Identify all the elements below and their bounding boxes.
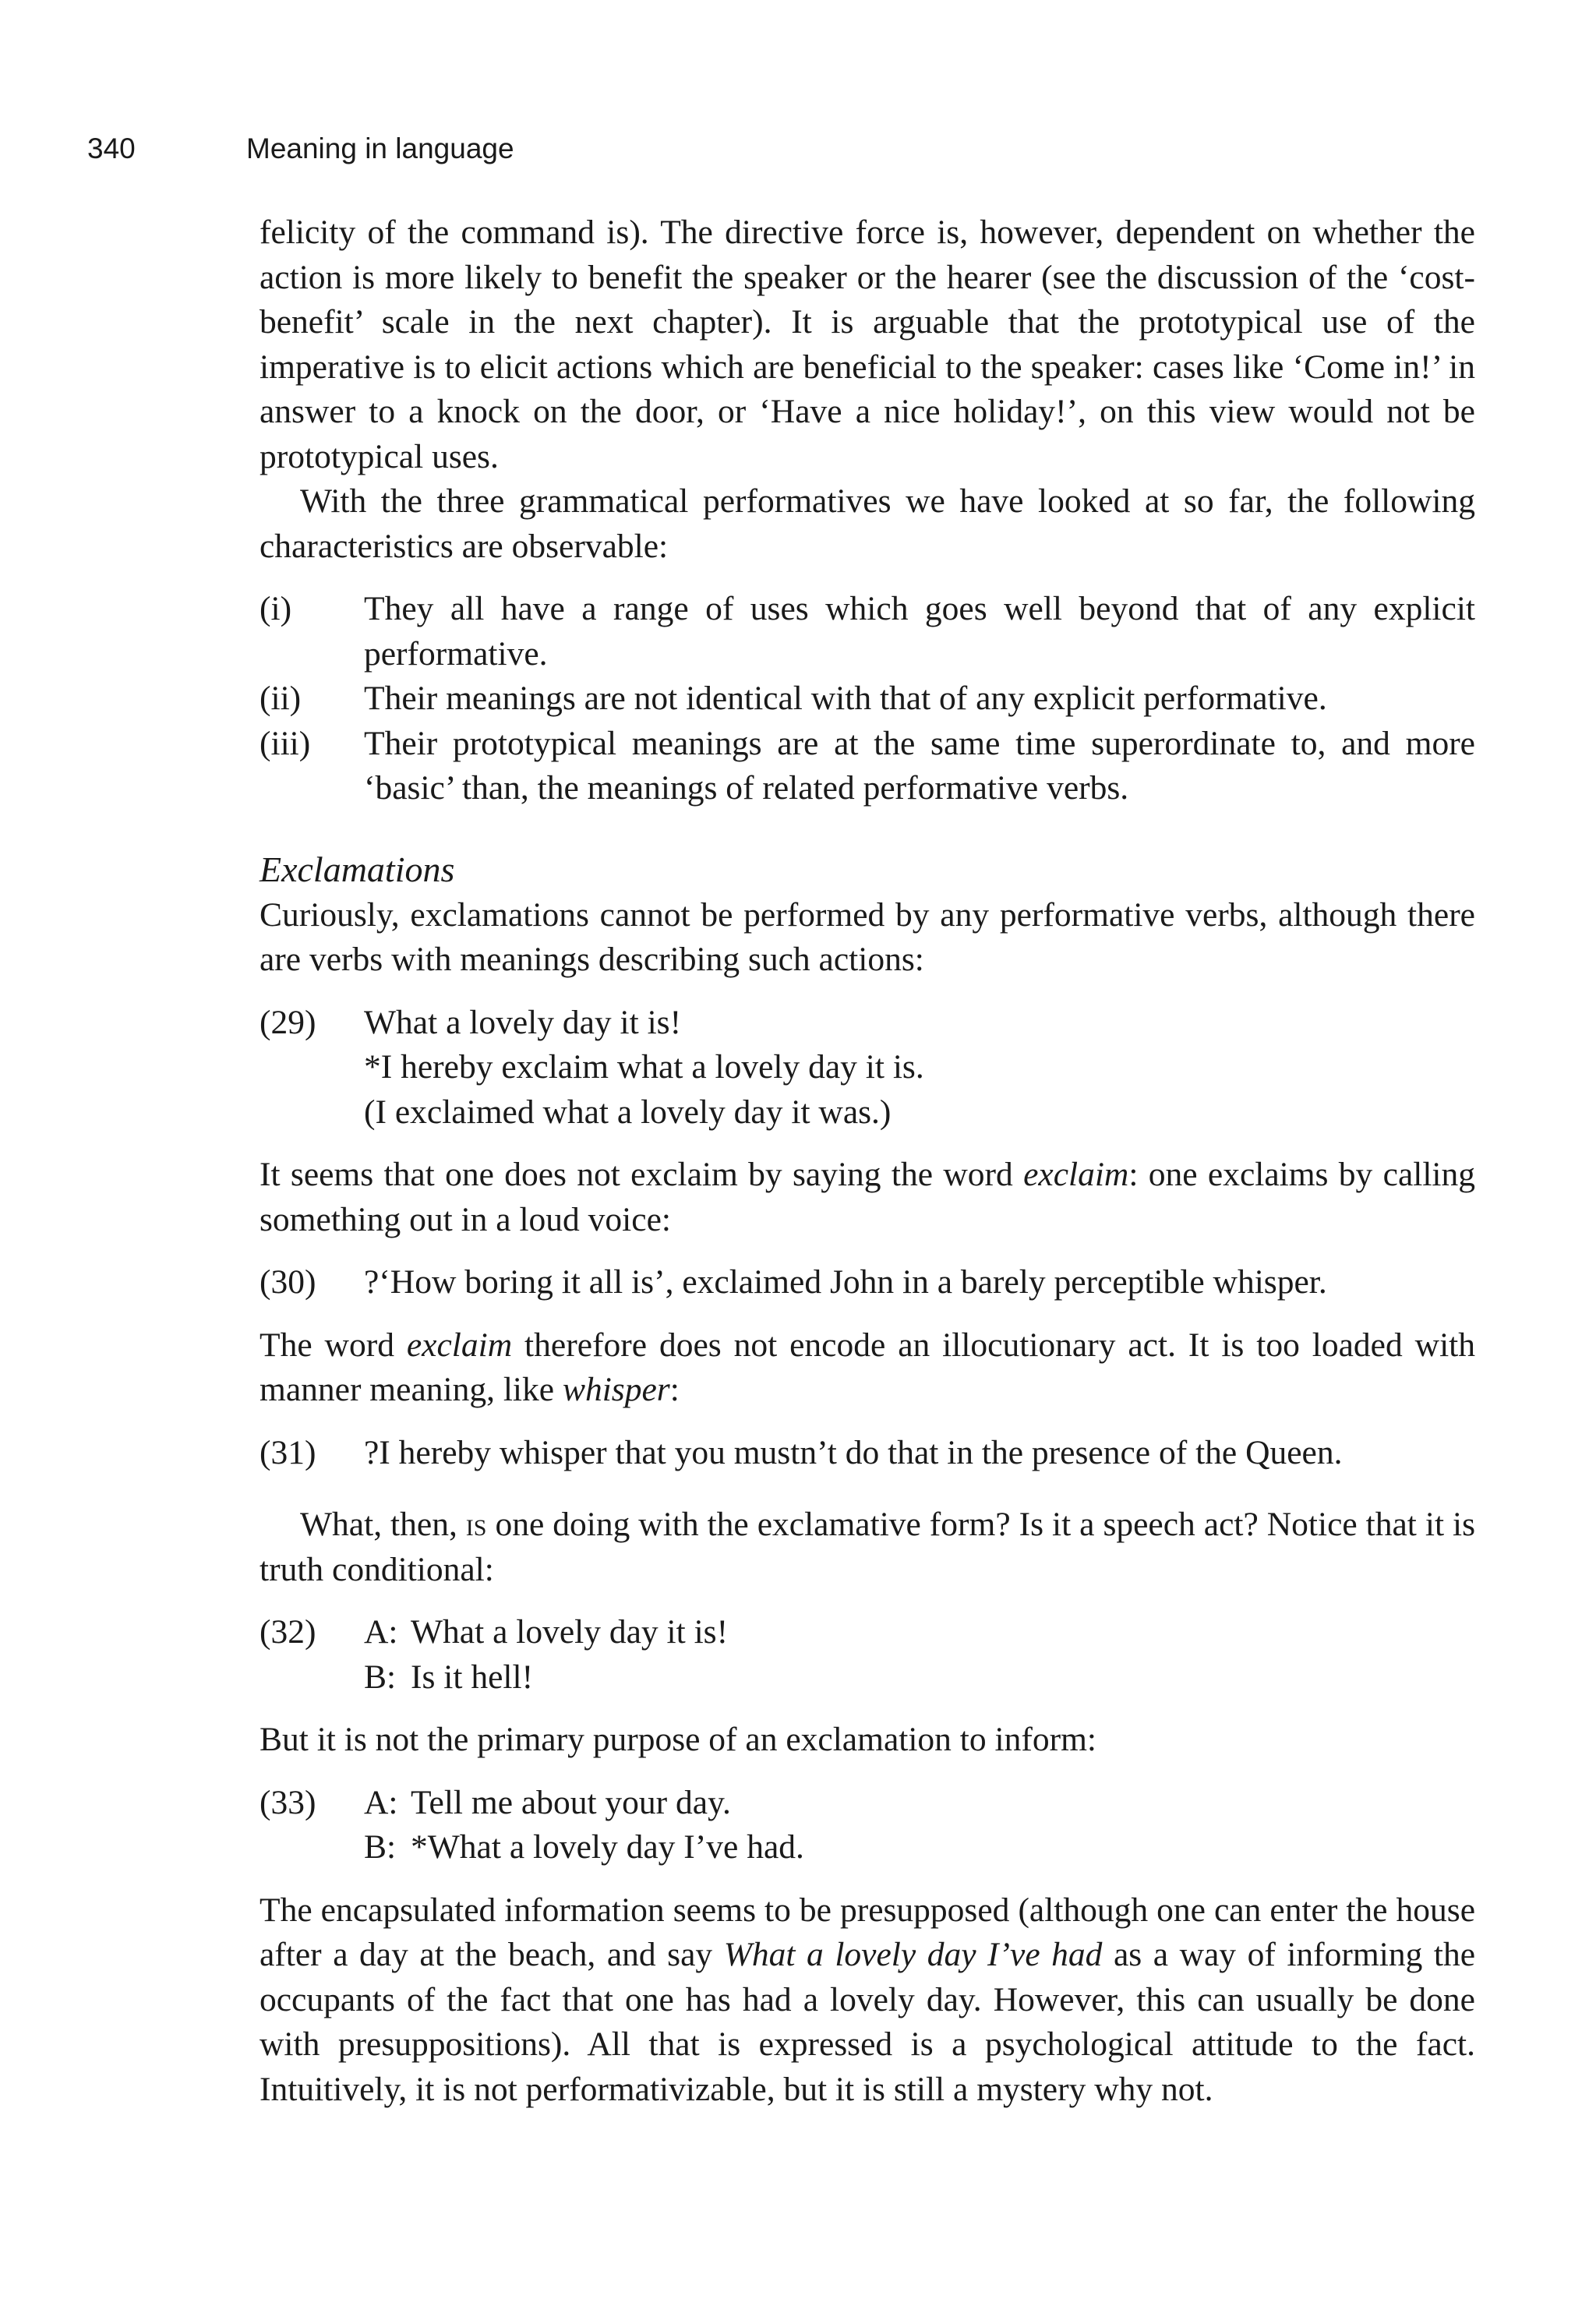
example-number: (33)	[260, 1783, 316, 1821]
dialogue-text: Is it hell!	[411, 1658, 534, 1696]
dialogue-text: What a lovely day it is!	[411, 1613, 729, 1651]
list-item-label: (ii)	[260, 680, 302, 717]
example-line: *I hereby exclaim what a lovely day it is.	[364, 1048, 924, 1086]
speaker-label: A:	[364, 1783, 398, 1821]
list-item-text: They all have a range of uses which goes well beyond that of any explicit performative.	[364, 590, 1475, 673]
example-line: ?‘How boring it all is’, exclaimed John in a barely perceptible whisper.	[364, 1263, 1327, 1301]
list-item-label: (iii)	[260, 724, 311, 762]
example-line: (I exclaimed what a lovely day it was.)	[364, 1093, 892, 1131]
speaker-label: B:	[364, 1658, 397, 1696]
list-item	[260, 676, 1475, 722]
list-item	[260, 722, 1475, 811]
term-exclaim: exclaim	[406, 1326, 513, 1364]
example-29	[260, 1001, 1475, 1135]
example-number: (32)	[260, 1613, 316, 1651]
term-whisper: whisper	[562, 1371, 670, 1408]
dialogue-turn	[364, 1610, 1475, 1655]
list-item	[260, 587, 1475, 676]
running-header	[87, 131, 514, 167]
example-number: (31)	[260, 1433, 316, 1471]
example-number: (29)	[260, 1003, 316, 1041]
list-item-text: Their prototypical meanings are at the same time superordinate to, and more ‘basic’ than, the meanings of related performative verbs.	[364, 724, 1475, 807]
dialogue-text: Tell me about your day.	[411, 1783, 731, 1821]
example-30	[260, 1260, 1475, 1305]
example-number: (30)	[260, 1263, 316, 1301]
dialogue-turn	[364, 1781, 1475, 1826]
example-31	[260, 1431, 1475, 1476]
paragraph-3: Curiously, exclamations cannot be performed by any performative verbs, although there are verbs with meanings describing such actions:	[260, 895, 1475, 978]
characteristics-list	[260, 587, 1475, 811]
speaker-label: B:	[364, 1828, 397, 1866]
emphasis-is: is	[465, 1506, 487, 1543]
term-exclaim: exclaim	[1023, 1156, 1129, 1193]
page-body	[260, 210, 1475, 2112]
paragraph-8: The encapsulated information seems to be presupposed (although one can enter the house after a day at the beach, and say What a lovely day I’ve had as a way of informing the occupants of the fact that one has had a lovely day. However, this can usually be done with presuppositions). All that is expressed is a psychological attitude to the fact. Intuitively, it is not performativizable, but it is still a mystery why not.	[260, 1891, 1475, 2108]
paragraph-1: felicity of the command is). The directive force is, however, dependent on whether the action is more likely to benefit the speaker or the hearer (see the discussion of the ‘cost-benefit’ scale in the next chapter). It is arguable that the prototypical use of the imperative is to elicit actions which are beneficial to the speaker: cases like ‘Come in!’ in answer to a knock on the door, or ‘Have a nice holiday!’, on this view would not be prototypical uses.	[260, 214, 1475, 475]
paragraph-6: What, then, is one doing with the exclamative form? Is it a speech act? Notice that it is truth conditional:	[260, 1506, 1476, 1588]
list-item-label: (i)	[260, 590, 292, 627]
example-33	[260, 1781, 1475, 1870]
paragraph-4: It seems that one does not exclaim by saying the word exclaim: one exclaims by calling something out in a loud voice:	[260, 1156, 1476, 1238]
dialogue-turn	[364, 1655, 1475, 1700]
dialogue-text: *What a lovely day I’ve had.	[411, 1828, 804, 1866]
dialogue-turn	[364, 1825, 1475, 1870]
example-32	[260, 1610, 1475, 1700]
paragraph-7: But it is not the primary purpose of an exclamation to inform:	[260, 1721, 1096, 1758]
speaker-label: A:	[364, 1613, 398, 1651]
paragraph-5: The word exclaim therefore does not encode an illocutionary act. It is too loaded with manner meaning, like whisper:	[260, 1326, 1475, 1408]
example-line: What a lovely day it is!	[364, 1003, 682, 1041]
page-number: 340	[87, 132, 136, 164]
example-phrase: What a lovely day I’ve had	[723, 1936, 1103, 1973]
example-line: ?I hereby whisper that you mustn’t do that in the presence of the Queen.	[364, 1433, 1343, 1471]
running-title: Meaning in language	[246, 132, 514, 164]
list-item-text: Their meanings are not identical with that of any explicit performative.	[364, 680, 1327, 717]
section-heading: Exclamations	[260, 849, 455, 889]
paragraph-2: With the three grammatical performatives we have looked at so far, the following characteristics are observable:	[260, 482, 1475, 565]
